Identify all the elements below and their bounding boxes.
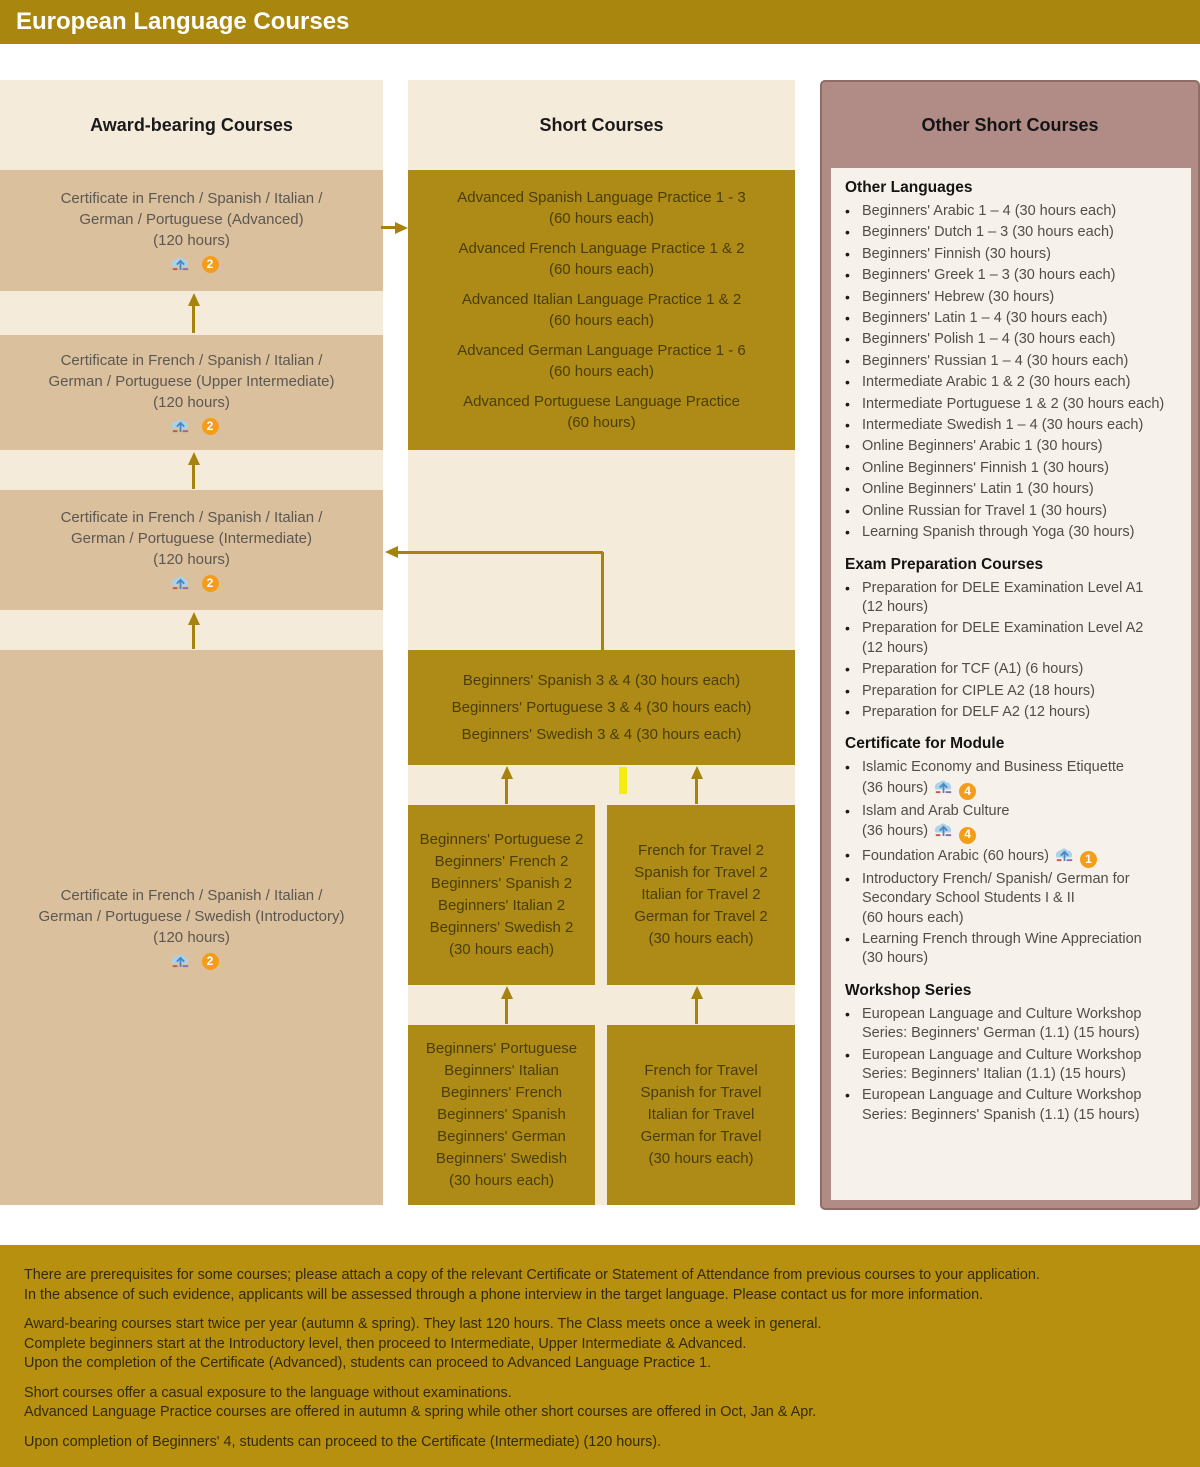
credit-icon <box>1054 846 1075 863</box>
course-list-item <box>845 758 1187 800</box>
credit-icon <box>170 255 191 272</box>
course-item-text <box>862 1086 1187 1125</box>
beginners-2-box <box>408 805 595 985</box>
text-line: (120 hours) <box>153 551 230 568</box>
arrow-head <box>395 222 408 234</box>
text-line: Beginners' Swedish 2 <box>429 919 574 936</box>
text-line: French for Travel <box>644 1062 758 1079</box>
bullet-dot: • <box>845 481 850 498</box>
flow-arrow-up <box>187 612 200 649</box>
text-line: Beginners' German <box>437 1128 566 1145</box>
course-text-line: Preparation for DELE Examination Level A2 <box>862 620 1144 637</box>
credit-count-badge: 2 <box>202 418 219 435</box>
text-line: (30 hours each) <box>648 930 754 947</box>
course-list-item <box>845 802 1187 844</box>
course-item-text <box>862 266 1187 285</box>
text-line: Beginners' Italian 2 <box>437 897 566 914</box>
course-hours: (60 hours each) <box>548 312 655 329</box>
course-text-line: Beginners' Dutch 1 – 3 (30 hours each) <box>862 224 1114 241</box>
bullet-dot: • <box>845 395 850 412</box>
section-heading: Exam Preparation Courses <box>845 555 1044 573</box>
bullet-dot: • <box>845 224 850 241</box>
course-list-item <box>845 1046 1187 1085</box>
course-list-item <box>845 682 1187 701</box>
section-items <box>845 758 1187 968</box>
bullet-dot: • <box>845 682 850 699</box>
course-item-text <box>862 480 1187 499</box>
bullet-dot: • <box>845 1005 850 1022</box>
arrow-head <box>188 452 200 465</box>
course-hours: (60 hours each) <box>548 261 655 278</box>
bullet-dot: • <box>845 1046 850 1063</box>
credit-info <box>165 417 219 436</box>
course-list-item <box>845 1005 1187 1044</box>
footnotes-band <box>0 1245 1200 1467</box>
course-text-line: European Language and Culture Workshop <box>862 1087 1142 1104</box>
course-item-text <box>862 930 1187 969</box>
flow-arrow-up <box>187 293 200 333</box>
course-list-item <box>845 660 1187 679</box>
course-name: Advanced French Language Practice 1 & 2 <box>458 240 745 257</box>
course-list-item <box>845 870 1187 928</box>
course-list-item <box>845 288 1187 307</box>
bullet-dot: • <box>845 417 850 434</box>
course-text-line: Preparation for CIPLE A2 (18 hours) <box>862 682 1095 699</box>
credit-icon <box>170 417 191 434</box>
text-line: Beginners' Spanish 2 <box>430 875 573 892</box>
text-line: Certificate in French / Spanish / Italian / <box>60 886 323 904</box>
course-name: Advanced Italian Language Practice 1 & 2 <box>461 291 742 308</box>
course-text-line: European Language and Culture Workshop <box>862 1005 1142 1022</box>
text-line: There are prerequisites for some courses; please attach a copy of the relevant Certificate or Statement of Attendance from previous courses to your application. <box>24 1267 1040 1283</box>
course-entry <box>457 187 746 229</box>
course-item-text <box>862 309 1187 328</box>
arrow-head <box>501 986 513 999</box>
course-hours: (60 hours each) <box>548 363 655 380</box>
flow-arrow-elbow-horizontal <box>398 551 603 554</box>
bullet-dot: • <box>845 352 850 369</box>
section-heading: Certificate for Module <box>845 735 1005 753</box>
credit-icon-slot <box>165 573 191 594</box>
bullet-dot: • <box>845 620 850 637</box>
course-item-text <box>862 523 1187 542</box>
course-list-item <box>845 266 1187 285</box>
flow-arrow-up <box>500 766 513 804</box>
page-title: European Language Courses <box>0 0 1200 44</box>
arrow-shaft <box>505 779 508 804</box>
course-item-text <box>862 330 1187 349</box>
course-text-line: Beginners' Latin 1 – 4 (30 hours each) <box>862 310 1108 327</box>
text-line: Beginners' Portuguese <box>425 1040 578 1057</box>
course-list-item <box>845 309 1187 328</box>
course-text-line: Beginners' Hebrew (30 hours) <box>862 288 1055 305</box>
text-line: German / Portuguese (Intermediate) <box>71 530 312 547</box>
course-list-item <box>845 846 1187 868</box>
credit-count-badge: 1 <box>1080 851 1097 868</box>
arrow-shaft <box>695 779 698 804</box>
course-section <box>845 734 1187 968</box>
credit-icon <box>933 821 954 838</box>
award-column-header: Award-bearing Courses <box>0 80 383 170</box>
course-text-line: Preparation for TCF (A1) (6 hours) <box>862 661 1084 678</box>
text-line: (120 hours) <box>153 393 230 411</box>
text-line: (30 hours each) <box>648 1150 754 1167</box>
course-text-line: Series: Beginners' Italian (1.1) (15 hours) <box>862 1066 1126 1083</box>
course-item-text <box>862 223 1187 242</box>
course-text-line: (12 hours) <box>862 639 929 656</box>
course-text-line: Online Beginners' Arabic 1 (30 hours) <box>862 438 1103 455</box>
bullet-dot: • <box>845 802 850 819</box>
section-heading: Workshop Series <box>845 981 972 999</box>
credit-icon <box>933 778 954 795</box>
course-section <box>845 178 1187 543</box>
bullet-dot: • <box>845 502 850 519</box>
bullet-dot: • <box>845 1087 850 1104</box>
text-line: Beginners' Swedish 3 & 4 (30 hours each) <box>461 726 742 743</box>
course-item-text <box>862 1005 1187 1044</box>
text-line: (30 hours each) <box>448 941 555 958</box>
bullet-dot: • <box>845 288 850 305</box>
flow-arrow-up <box>690 986 703 1024</box>
text-line: Beginners' Portuguese 2 <box>419 831 584 848</box>
text-line: Advanced Language Practice courses are offered in autumn & spring while other short courses are offered in Oct, Jan & Apr. <box>24 1404 817 1420</box>
course-text-line: (60 hours each) <box>862 909 964 926</box>
course-list-item <box>845 395 1187 414</box>
course-item-text <box>862 660 1187 679</box>
course-list-item <box>845 202 1187 221</box>
yellow-highlight-mark <box>619 767 627 794</box>
course-entry <box>458 238 744 280</box>
course-list-item <box>845 502 1187 521</box>
course-list-item <box>845 703 1187 722</box>
certificate-text <box>61 507 323 570</box>
course-list-item <box>845 416 1187 435</box>
arrow-shaft <box>192 306 195 333</box>
credit-icon <box>170 574 191 591</box>
course-text-line: Islam and Arab Culture <box>862 802 1010 819</box>
course-item-text <box>862 288 1187 307</box>
bullet-dot: • <box>845 245 850 262</box>
course-item-text <box>862 870 1187 928</box>
arrow-head <box>188 293 200 306</box>
course-item-text <box>862 802 1187 844</box>
text-line: Certificate in French / Spanish / Italian / <box>60 351 323 369</box>
text-line: German for Travel <box>640 1128 762 1145</box>
certificate-text <box>39 885 345 948</box>
course-item-text <box>862 373 1187 392</box>
text-line: German / Portuguese (Upper Intermediate) <box>48 372 335 390</box>
travel-1-box <box>607 1025 795 1205</box>
arrow-head-left <box>385 546 398 558</box>
text-line: (120 hours) <box>153 231 230 249</box>
course-hours: (60 hours) <box>567 414 636 431</box>
course-list-item <box>845 523 1187 542</box>
credit-icon <box>170 952 191 969</box>
course-text-line: Preparation for DELF A2 (12 hours) <box>862 703 1091 720</box>
text-line: Certificate in French / Spanish / Italian / <box>60 189 323 207</box>
course-item-text <box>862 579 1187 618</box>
section-items <box>845 1005 1187 1125</box>
course-text-line: Secondary School Students I & II <box>862 890 1075 907</box>
credit-icon-slot <box>165 951 191 972</box>
text-line: Certificate in French / Spanish / Italian / <box>60 509 323 526</box>
course-list-item <box>845 352 1187 371</box>
course-section <box>845 555 1187 723</box>
note-paragraph <box>24 1384 1176 1423</box>
course-hours: (60 hours each) <box>548 210 655 227</box>
credit-info <box>165 574 219 593</box>
advanced-practice-box <box>408 170 795 450</box>
text-line: German / Portuguese / Swedish (Introductory) <box>38 907 345 925</box>
course-name: Advanced Spanish Language Practice 1 - 3 <box>457 189 746 206</box>
text-line: Beginners' French 2 <box>434 853 569 870</box>
text-line: Short courses offer a casual exposure to the language without examinations. <box>24 1384 512 1401</box>
other-column-header: Other Short Courses <box>921 114 1099 135</box>
arrow-head <box>691 986 703 999</box>
course-text-line: Beginners' Russian 1 – 4 (30 hours each) <box>862 352 1129 369</box>
course-text-line: Preparation for DELE Examination Level A1 <box>862 579 1144 596</box>
text-line: Italian for Travel <box>647 1106 755 1123</box>
text-line: Beginners' French <box>440 1084 563 1101</box>
course-text-line: European Language and Culture Workshop <box>862 1046 1142 1063</box>
arrow-shaft <box>192 625 195 649</box>
arrow-shaft <box>695 999 698 1024</box>
note-paragraph <box>24 1266 1176 1305</box>
beginners-1-box <box>408 1025 595 1205</box>
section-items <box>845 202 1187 543</box>
text-line: Beginners' Spanish <box>437 1106 566 1123</box>
bullet-dot: • <box>845 846 850 863</box>
section-heading: Other Languages <box>845 179 973 196</box>
text-line: Upon completion of Beginners' 4, students can proceed to the Certificate (Intermediate) (120 hours). <box>24 1433 662 1450</box>
text-line: German for Travel 2 <box>634 908 768 925</box>
course-text-line: (30 hours) <box>862 950 929 967</box>
course-text-line: Beginners' Finnish (30 hours) <box>862 245 1051 262</box>
course-list-item <box>845 330 1187 349</box>
arrow-head <box>501 766 513 779</box>
course-text-line: Intermediate Arabic 1 & 2 (30 hours each) <box>862 374 1131 391</box>
award-box-advanced <box>0 170 383 291</box>
text-line: Spanish for Travel 2 <box>634 864 768 881</box>
credit-icon-slot <box>165 416 191 437</box>
course-text-line: Islamic Economy and Business Etiquette <box>862 759 1124 776</box>
course-item-text <box>862 758 1187 800</box>
course-entry <box>462 289 741 331</box>
course-text-line: Online Russian for Travel 1 (30 hours) <box>862 502 1107 519</box>
course-name: Advanced Portuguese Language Practice <box>463 393 740 410</box>
course-section <box>845 981 1187 1125</box>
course-item-text <box>862 703 1187 722</box>
text-line: Italian for Travel 2 <box>641 886 761 903</box>
bullet-dot: • <box>845 310 850 327</box>
flow-arrow-elbow-vertical <box>601 552 604 650</box>
arrow-head <box>691 766 703 779</box>
section-items <box>845 579 1187 723</box>
arrow-shaft <box>381 226 395 229</box>
other-short-courses-column <box>820 80 1200 1210</box>
note-paragraph <box>24 1315 1176 1374</box>
text-line: (120 hours) <box>153 928 230 946</box>
course-item-text <box>862 395 1187 414</box>
course-item-text <box>862 619 1187 658</box>
course-item-text <box>862 416 1187 435</box>
certificate-text <box>49 350 335 413</box>
flow-arrow-up <box>690 766 703 804</box>
credit-icon-slot <box>165 254 191 275</box>
credit-count-badge: 2 <box>202 256 219 273</box>
bullet-dot: • <box>845 661 850 678</box>
award-box-introductory <box>0 650 383 1205</box>
bullet-dot: • <box>845 930 850 947</box>
flow-arrow-right <box>381 221 408 234</box>
text-line: German / Portuguese (Advanced) <box>79 210 304 228</box>
credit-count-badge: 4 <box>959 783 976 800</box>
course-text-line: Introductory French/ Spanish/ German for <box>862 870 1130 887</box>
flow-arrow-up <box>500 986 513 1024</box>
arrow-head <box>188 612 200 625</box>
text-line: Beginners' Italian <box>444 1062 559 1079</box>
course-list-item <box>845 437 1187 456</box>
text-line: In the absence of such evidence, applicants will be assessed through a phone interview in the target language. Please contact us for more information. <box>24 1286 984 1303</box>
bullet-dot: • <box>845 203 850 219</box>
bullet-dot: • <box>845 703 850 720</box>
course-entry <box>457 340 746 382</box>
credit-info <box>165 255 219 274</box>
bullet-dot: • <box>845 759 850 776</box>
arrow-shaft <box>192 465 195 489</box>
course-text-line: Beginners' Arabic 1 – 4 (30 hours each) <box>862 203 1117 219</box>
course-text-line: Beginners' Polish 1 – 4 (30 hours each) <box>862 331 1116 348</box>
text-line: Beginners' Portuguese 3 & 4 (30 hours each) <box>451 699 752 716</box>
course-item-text <box>862 202 1187 221</box>
course-text-line: Foundation Arabic (60 hours) <box>862 847 1049 864</box>
certificate-text <box>61 188 323 251</box>
course-text-line: Learning French through Wine Appreciation <box>862 930 1142 947</box>
course-list-item <box>845 619 1187 658</box>
course-item-text <box>862 352 1187 371</box>
other-courses-panel <box>831 168 1191 1200</box>
course-item-text <box>862 459 1187 478</box>
text-line: French for Travel 2 <box>638 842 764 859</box>
bullet-dot: • <box>845 267 850 284</box>
course-text-line: Series: Beginners' Spanish (1.1) (15 hours) <box>862 1106 1140 1123</box>
course-list-item <box>845 373 1187 392</box>
short-column-header: Short Courses <box>408 80 795 170</box>
course-text-line: (36 hours) <box>862 779 929 796</box>
bullet-dot: • <box>845 524 850 541</box>
bullet-dot: • <box>845 374 850 391</box>
text-line: Beginners' Spanish 3 & 4 (30 hours each) <box>462 672 741 689</box>
course-item-text <box>862 682 1187 701</box>
text-line: (30 hours each) <box>448 1172 555 1189</box>
course-text-line: (12 hours) <box>862 598 929 615</box>
travel-2-box <box>607 805 795 985</box>
bullet-dot: • <box>845 459 850 476</box>
award-box-upper-intermediate <box>0 335 383 450</box>
course-list-item <box>845 245 1187 264</box>
course-list-item <box>845 1086 1187 1125</box>
course-item-text <box>862 437 1187 456</box>
arrow-shaft <box>505 999 508 1024</box>
course-text-line: Online Beginners' Finnish 1 (30 hours) <box>862 459 1109 476</box>
credit-count-badge: 2 <box>202 575 219 592</box>
course-list-item <box>845 930 1187 969</box>
award-box-intermediate <box>0 490 383 610</box>
course-name: Advanced German Language Practice 1 - 6 <box>457 342 746 359</box>
flow-arrow-up <box>187 452 200 489</box>
course-list-item <box>845 223 1187 242</box>
course-item-text <box>862 1046 1187 1085</box>
text-line: Spanish for Travel <box>640 1084 762 1101</box>
course-text-line: Intermediate Portuguese 1 & 2 (30 hours each) <box>862 395 1165 412</box>
course-text-line: Learning Spanish through Yoga (30 hours) <box>862 524 1135 541</box>
bullet-dot: • <box>845 331 850 348</box>
credit-count-badge: 2 <box>202 953 219 970</box>
course-entry <box>463 391 740 433</box>
course-list-item <box>845 480 1187 499</box>
text-line: Complete beginners start at the Introductory level, then proceed to Intermediate, Upper Intermediate & Advanced. <box>24 1335 747 1352</box>
bullet-dot: • <box>845 438 850 455</box>
course-item-text <box>862 846 1187 868</box>
course-item-text <box>862 502 1187 521</box>
course-list-item <box>845 459 1187 478</box>
course-item-text <box>862 245 1187 264</box>
course-text-line: Beginners' Greek 1 – 3 (30 hours each) <box>862 267 1116 284</box>
course-text-line: Intermediate Swedish 1 – 4 (30 hours each) <box>862 417 1144 434</box>
course-list-item <box>845 579 1187 618</box>
credit-info <box>165 952 219 971</box>
bullet-dot: • <box>845 870 850 887</box>
course-text-line: Series: Beginners' German (1.1) (15 hours) <box>862 1025 1140 1042</box>
course-text-line: Online Beginners' Latin 1 (30 hours) <box>862 481 1094 498</box>
text-line: Award-bearing courses start twice per year (autumn & spring). They last 120 hours. The Class meets once a week in general. <box>24 1316 822 1332</box>
text-line: Upon the completion of the Certificate (Advanced), students can proceed to Advanced Language Practice 1. <box>24 1355 712 1371</box>
text-line: Beginners' Swedish <box>435 1150 568 1167</box>
credit-count-badge: 4 <box>959 827 976 844</box>
course-text-line: (36 hours) <box>862 823 929 840</box>
note-paragraph <box>24 1433 1176 1453</box>
bullet-dot: • <box>845 579 850 596</box>
beginners-3-4-box <box>408 650 795 765</box>
